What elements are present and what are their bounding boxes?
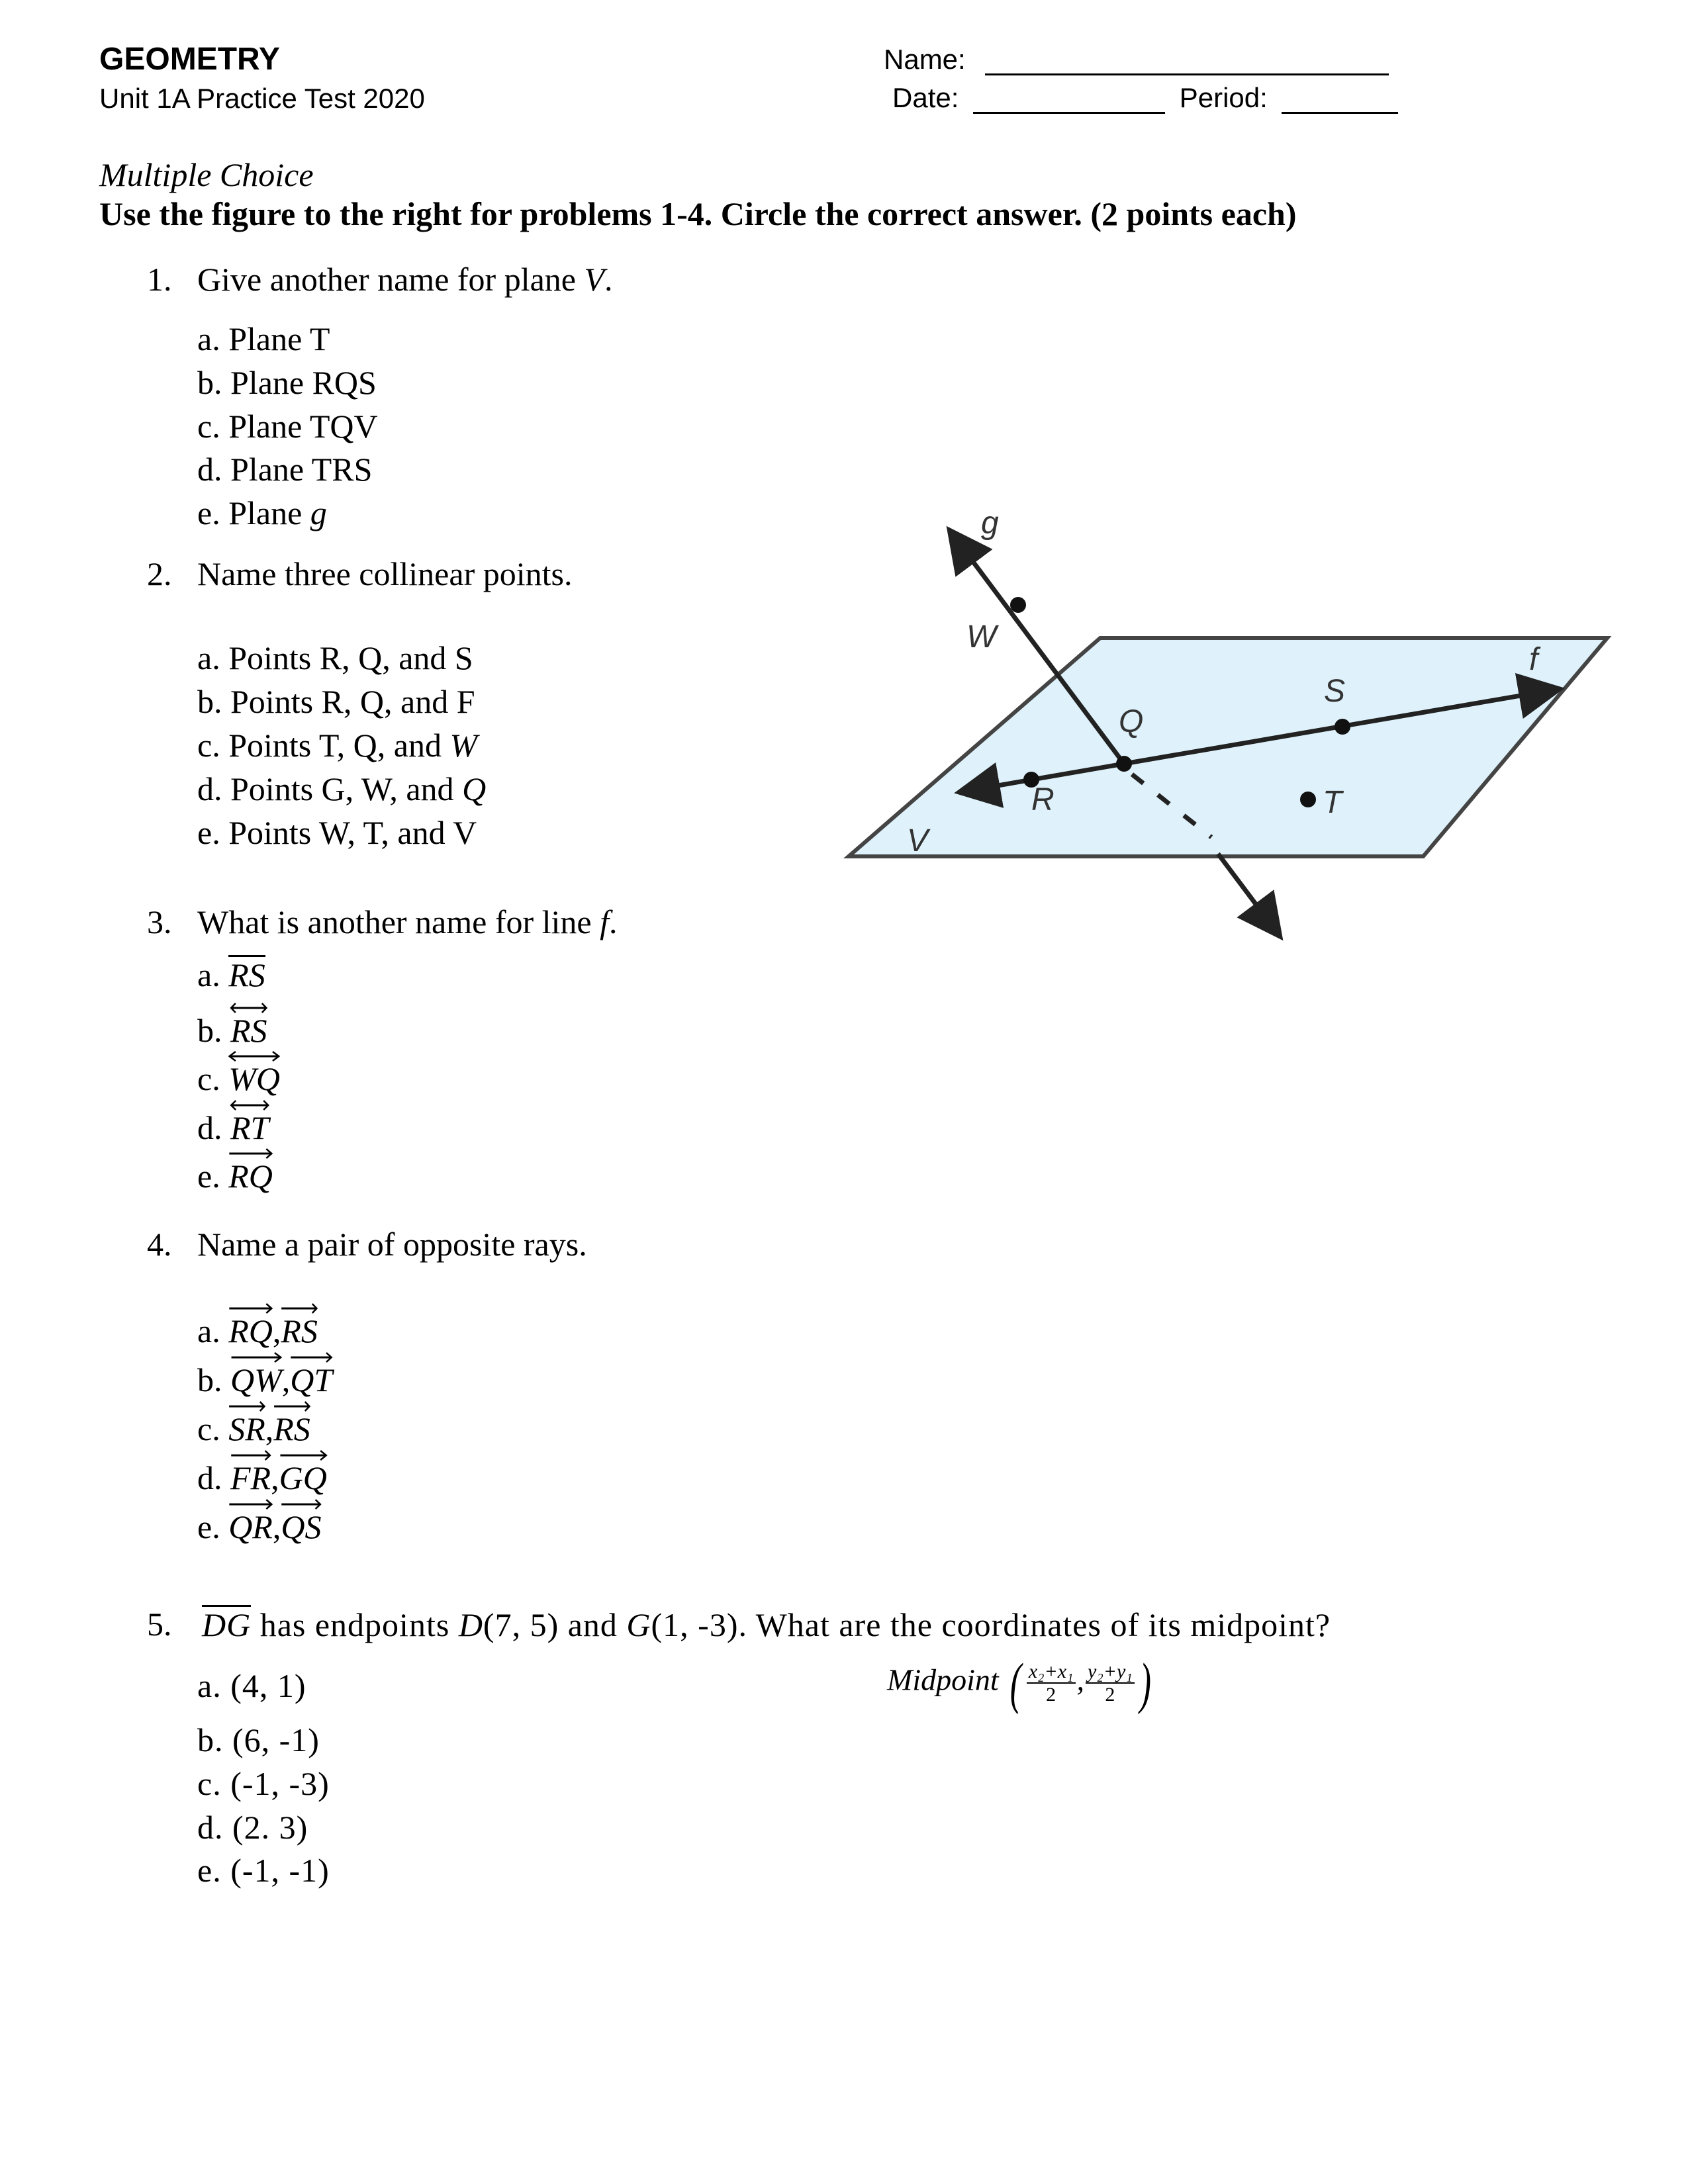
course-title: GEOMETRY <box>99 42 280 77</box>
line-symbol: WQ <box>228 1052 280 1098</box>
q5-option-b[interactable]: b. (6, -1) <box>197 1721 320 1758</box>
q1-option-d[interactable]: d. Plane TRS <box>197 451 373 488</box>
ray-symbol: RS <box>273 1402 310 1448</box>
q2-option-d[interactable]: d. Points G, W, and Q <box>197 770 487 807</box>
q1-option-b[interactable]: b. Plane RQS <box>197 364 377 401</box>
name-blank[interactable] <box>985 47 1389 75</box>
date-period-field <box>892 82 1398 114</box>
period-label: Period: <box>1179 82 1268 113</box>
question-3-number: 3. <box>147 903 172 940</box>
q3-option-b[interactable]: b. RS <box>197 1003 267 1050</box>
q4-option-c[interactable]: c. SR, RS <box>197 1402 310 1448</box>
q4-option-a[interactable]: a. RQ, RS <box>197 1304 318 1350</box>
q2-option-b[interactable]: b. Points R, Q, and F <box>197 683 475 720</box>
ray-symbol: QT <box>290 1353 332 1399</box>
ray-symbol: RS <box>281 1304 318 1350</box>
midpoint-formula: Midpoint ( $\frac{\text{x₂+x₁}}{2}$ , $\frac{\text{y₂+y₁}}{2}$ ) <box>887 1651 1151 1715</box>
date-label: Date: <box>892 82 959 113</box>
label-v: V <box>907 823 929 858</box>
line-symbol: RS <box>230 1003 267 1050</box>
ray-symbol: QR <box>228 1500 273 1546</box>
fraction-x: $\frac{\text{x₂+x₁}}{2}$ <box>1027 1661 1076 1706</box>
q1-option-a[interactable]: a. Plane T <box>197 320 330 357</box>
question-5-text: DG has endpoints D(7, 5) and G(1, -3). What are the coordinates of its midpoint? <box>202 1606 1331 1643</box>
point-q <box>1116 756 1132 772</box>
label-q: Q <box>1119 704 1144 739</box>
q4-option-d[interactable]: d. FR, GQ <box>197 1451 327 1497</box>
ray-symbol: GQ <box>279 1451 327 1497</box>
instructions: Use the figure to the right for problems 1-4. Circle the correct answer. (2 points each) <box>99 195 1297 232</box>
question-2-text: Name three collinear points. <box>197 555 573 592</box>
label-g: g <box>981 506 999 541</box>
geometry-figure <box>841 496 1622 960</box>
segment-symbol: RS <box>228 956 265 993</box>
question-2-number: 2. <box>147 555 172 592</box>
ray-symbol: SR <box>228 1402 265 1448</box>
q2-option-a[interactable]: a. Points R, Q, and S <box>197 639 473 676</box>
point-s <box>1335 719 1350 735</box>
line-symbol: RT <box>230 1101 269 1147</box>
q3-option-d[interactable]: d. RT <box>197 1101 269 1147</box>
point-w <box>1010 597 1026 613</box>
q3-option-e[interactable]: e. RQ <box>197 1149 273 1195</box>
q4-option-b[interactable]: b. QW, QT <box>197 1353 332 1399</box>
unit-title: Unit 1A Practice Test 2020 <box>99 83 425 114</box>
date-blank[interactable] <box>973 85 1165 114</box>
label-f: f <box>1529 642 1538 677</box>
section-title: Multiple Choice <box>99 156 314 193</box>
q1-option-c[interactable]: c. Plane TQV <box>197 408 378 445</box>
period-blank[interactable] <box>1282 85 1398 114</box>
question-4-text: Name a pair of opposite rays. <box>197 1226 587 1263</box>
ray-symbol: FR <box>230 1451 271 1497</box>
q3-option-a[interactable]: a. RS <box>197 956 265 993</box>
q5-option-d[interactable]: d. (2. 3) <box>197 1809 308 1846</box>
ray-symbol: RQ <box>228 1149 273 1195</box>
q5-option-c[interactable]: c. (-1, -3) <box>197 1765 330 1802</box>
question-4-number: 4. <box>147 1226 172 1263</box>
q2-option-c[interactable]: c. Points T, Q, and W <box>197 727 478 764</box>
name-label: Name: <box>884 44 966 75</box>
label-r: R <box>1031 782 1055 817</box>
q2-option-e[interactable]: e. Points W, T, and V <box>197 814 477 851</box>
q4-option-e[interactable]: e. QR, QS <box>197 1500 321 1546</box>
q3-option-c[interactable]: c. WQ <box>197 1052 280 1098</box>
q5-option-e[interactable]: e. (-1, -1) <box>197 1852 330 1889</box>
label-t: T <box>1323 785 1342 820</box>
question-1-text: Give another name for plane V. <box>197 261 613 298</box>
point-t <box>1300 792 1316 807</box>
line-g-lower <box>1218 854 1278 933</box>
segment-symbol: DG <box>202 1606 252 1643</box>
ray-symbol: QW <box>230 1353 282 1399</box>
question-3-text: What is another name for line f. <box>197 903 618 940</box>
q1-option-e[interactable]: e. Plane g <box>197 494 327 531</box>
ray-symbol: QS <box>281 1500 321 1546</box>
name-field <box>884 44 1389 75</box>
ray-symbol: RQ <box>228 1304 273 1350</box>
question-1-number: 1. <box>147 261 172 298</box>
fraction-y: $\frac{\text{y₂+y₁}}{2}$ <box>1086 1661 1135 1706</box>
label-w: W <box>966 619 997 655</box>
label-s: S <box>1324 674 1346 709</box>
question-5-number: 5. <box>147 1606 172 1643</box>
q5-option-a[interactable]: a. (4, 1) <box>197 1667 306 1704</box>
